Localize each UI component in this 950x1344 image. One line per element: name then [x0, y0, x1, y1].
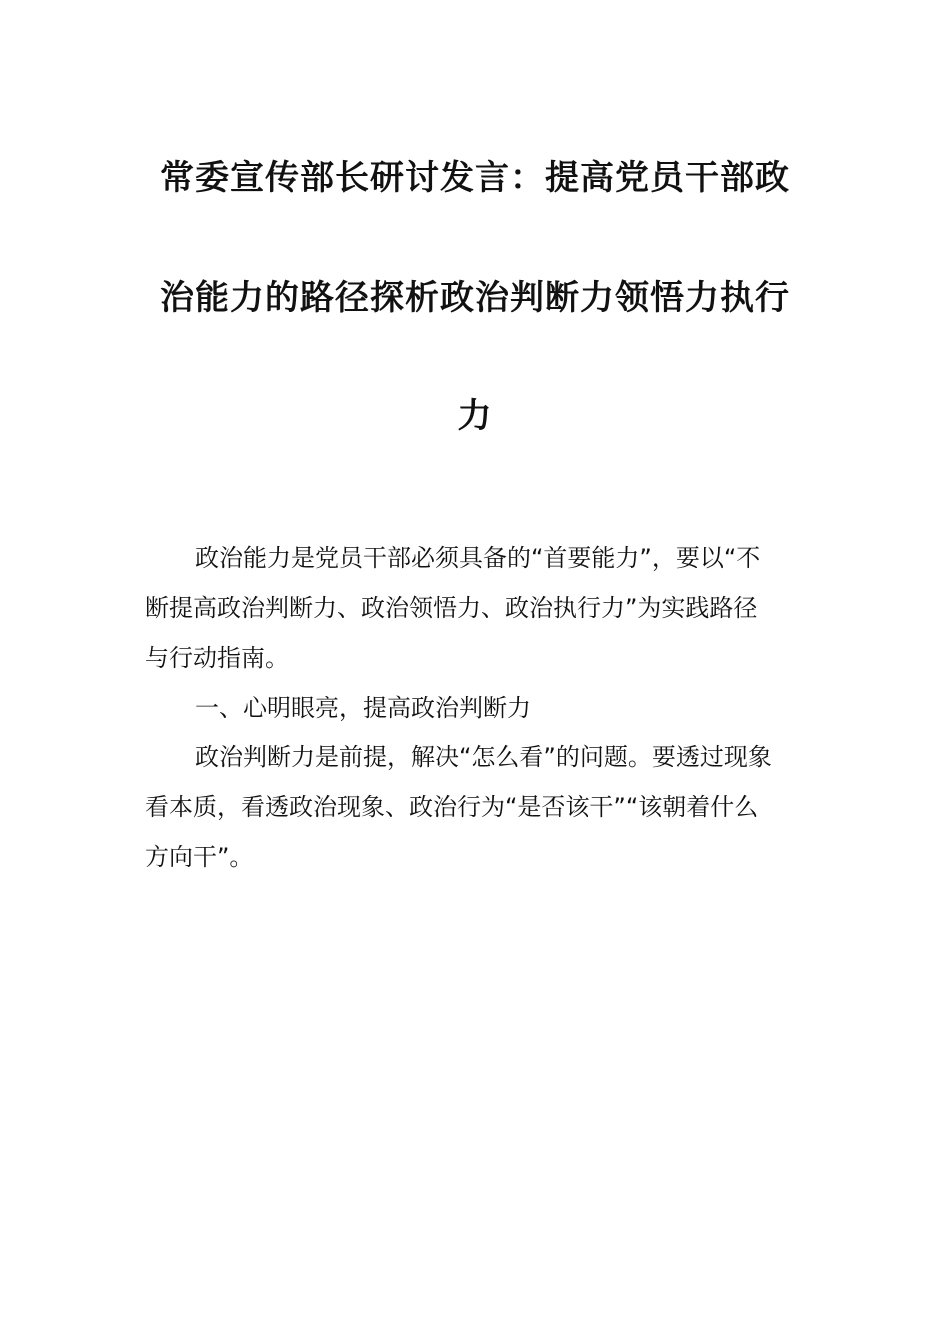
document-title-line-1: 常委宣传部长研讨发言：提高党员干部政	[160, 158, 790, 198]
document-title-line-2: 治能力的路径探析政治判断力领悟力执行	[160, 278, 790, 318]
paragraph-1-line-1: 政治能力是党员干部必须具备的“首要能力”，要以“不	[195, 544, 761, 572]
paragraph-2-line-3: 方向干”。	[145, 843, 254, 871]
section-heading-1: 一、心明眼亮，提高政治判断力	[195, 694, 531, 722]
paragraph-2-line-1: 政治判断力是前提，解决“怎么看”的问题。要透过现象	[195, 743, 772, 771]
paragraph-1-line-2: 断提高政治判断力、政治领悟力、政治执行力”为实践路径	[145, 594, 758, 622]
paragraph-1-line-3: 与行动指南。	[145, 644, 289, 672]
document-title-line-3: 力	[457, 396, 493, 436]
paragraph-2-line-2: 看本质，看透政治现象、政治行为“是否该干”“该朝着什么	[145, 793, 759, 821]
